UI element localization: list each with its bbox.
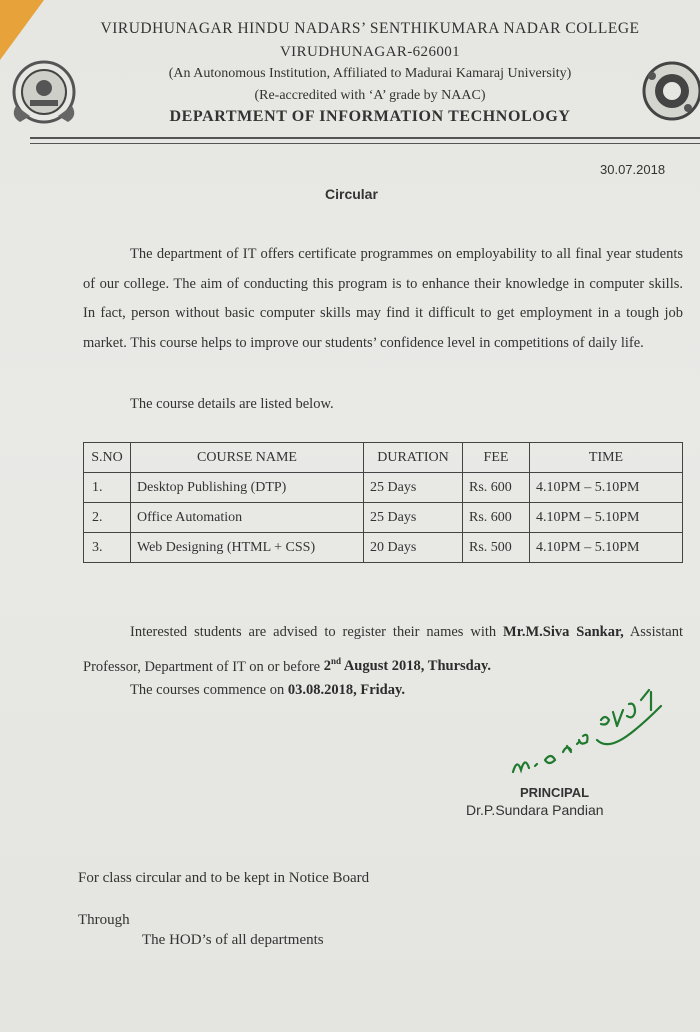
header-divider-thin bbox=[30, 143, 700, 144]
cell-duration: 25 Days bbox=[364, 503, 463, 533]
table-row bbox=[84, 533, 683, 563]
col-header-duration: DURATION bbox=[364, 443, 463, 473]
cell-duration: 25 Days bbox=[364, 473, 463, 503]
cell-duration: 20 Days bbox=[364, 533, 463, 563]
paper-corner bbox=[0, 0, 44, 60]
department-name: DEPARTMENT OF INFORMATION TECHNOLOGY bbox=[169, 108, 571, 125]
cell-sno: 3. bbox=[84, 533, 131, 563]
cell-fee: Rs. 600 bbox=[463, 503, 530, 533]
college-name: VIRUDHUNAGAR HINDU NADARS’ SENTHIKUMARA NADAR COLLEGE bbox=[100, 20, 640, 37]
intro-paragraph: The department of IT offers certificate programmes on employability to all final year students of our college. The aim of conducting this program is to enhance their knowledge in computer skills. In fact, person without basic computer skills may find it difficult to get employment in a tough job market. This course helps to improve our students’ confidence level in competitions of daily life. bbox=[83, 246, 683, 351]
cell-fee: Rs. 500 bbox=[463, 533, 530, 563]
footer-note: For class circular and to be kept in Notice Board bbox=[78, 870, 370, 886]
header-divider bbox=[30, 137, 700, 139]
deadline bbox=[324, 658, 491, 674]
table-row bbox=[84, 473, 683, 503]
college-accreditation: (Re-accredited with ‘A’ grade by NAAC) bbox=[254, 88, 486, 103]
registration-text: Interested students are advised to register their names with bbox=[130, 624, 504, 640]
circular-date: 30.07.2018 bbox=[600, 162, 666, 177]
cell-sno: 1. bbox=[84, 473, 131, 503]
college-city: VIRUDHUNAGAR-626001 bbox=[279, 44, 461, 60]
cell-time: 4.10PM – 5.10PM bbox=[530, 473, 683, 503]
deadline-suffix: nd bbox=[331, 656, 342, 667]
deadline-rest: August 2018, Thursday. bbox=[341, 658, 492, 675]
cell-fee: Rs. 600 bbox=[463, 473, 530, 503]
table-header-row bbox=[84, 443, 683, 473]
course-intro: The course details are listed below. bbox=[130, 396, 334, 412]
college-affiliation: (An Autonomous Institution, Affiliated to Madurai Kamaraj University) bbox=[168, 66, 572, 81]
deadline-day: 2 bbox=[323, 658, 331, 675]
circular-title: Circular bbox=[325, 186, 378, 202]
footer-through: Through bbox=[78, 912, 130, 928]
handwritten-signature bbox=[505, 680, 665, 780]
cell-course-name: Web Designing (HTML + CSS) bbox=[131, 533, 364, 563]
principal-name: Dr.P.Sundara Pandian bbox=[466, 802, 604, 818]
principal-designation: PRINCIPAL bbox=[520, 785, 590, 800]
cell-course-name: Office Automation bbox=[131, 503, 364, 533]
col-header-course: COURSE NAME bbox=[131, 443, 364, 473]
contact-person: Mr.M.Siva Sankar, bbox=[503, 624, 624, 640]
commence-text: The courses commence on bbox=[130, 682, 288, 698]
footer-recipients: The HOD’s of all departments bbox=[142, 932, 324, 948]
cell-sno: 2. bbox=[84, 503, 131, 533]
table-row bbox=[84, 503, 683, 533]
col-header-time: TIME bbox=[530, 443, 683, 473]
registration-text-middle: Assistant Professor, Department of IT on or before bbox=[83, 624, 683, 675]
col-header-sno: S.NO bbox=[84, 443, 131, 473]
cell-course-name: Desktop Publishing (DTP) bbox=[131, 473, 364, 503]
registration-paragraph bbox=[83, 618, 683, 682]
commence-date: 03.08.2018, Friday. bbox=[287, 682, 406, 698]
col-header-fee: FEE bbox=[463, 443, 530, 473]
cell-time: 4.10PM – 5.10PM bbox=[530, 533, 683, 563]
cell-time: 4.10PM – 5.10PM bbox=[530, 503, 683, 533]
course-table bbox=[83, 442, 683, 563]
